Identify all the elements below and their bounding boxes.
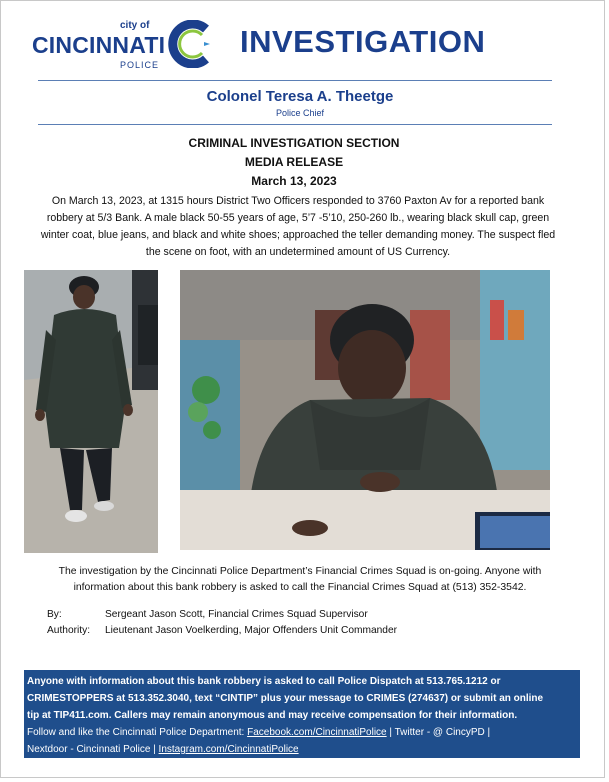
by-label: By: [47, 609, 62, 620]
cincinnati-police-logo [30, 18, 210, 72]
facebook-link[interactable]: Facebook.com/CincinnatiPolice [247, 727, 387, 738]
followup-line: information about this bank robbery is asked to call the Financial Crimes Squad at (513) 352-3542. [73, 582, 527, 593]
paragraph-line: On March 13, 2023, at 1315 hours District Two Officers responded to 3760 Paxton Av for a reported bank [51, 195, 545, 207]
authority-value: Lieutenant Jason Voelkerding, Major Offenders Unit Commander [105, 625, 398, 636]
logo-name-text: CINCINNATI [32, 32, 166, 58]
logo-police-text: POLICE [120, 60, 160, 70]
chief-title: Police Chief [275, 108, 325, 118]
followup-line: The investigation by the Cincinnati Police Department’s Financial Crimes Squad is on-going. Anyone with [58, 566, 542, 577]
section-title: CRIMINAL INVESTIGATION SECTION [188, 136, 400, 150]
authority-label: Authority: [47, 625, 91, 636]
release-date: March 13, 2023 [251, 174, 337, 188]
twitter-text: | Twitter - @ CincyPD | [386, 727, 491, 738]
tip-line-banner [24, 670, 580, 758]
banner-line: tip at TIP411.com. Callers may remain anonymous and may receive compensation for their information. [27, 710, 518, 721]
incident-paragraph [28, 193, 568, 261]
investigation-headline: INVESTIGATION [240, 24, 486, 59]
suspect-full-body-image [24, 270, 158, 553]
follow-prefix: Follow and like the Cincinnati Police Department: [27, 727, 248, 738]
social-line-2 [27, 741, 575, 758]
suspect-full-body-photo [24, 270, 158, 553]
top-divider [38, 80, 552, 81]
paragraph-line: the scene on foot, with an undetermined amount of US Currency. [145, 246, 451, 258]
investigation-followup [40, 564, 560, 596]
suspect-counter-photo [180, 270, 550, 550]
paragraph-line: robbery at 5/3 Bank. A male black 50-55 years of age, 5’7 -5’10, 250-260 lb., wearing black skull cap, green [46, 212, 550, 224]
social-line [27, 724, 575, 741]
banner-line: Anyone with information about this bank robbery is asked to call Police Dispatch at 513.765.1212 or [27, 676, 501, 687]
chief-divider [38, 124, 552, 125]
logo-city-text: city of [120, 20, 150, 31]
release-type: MEDIA RELEASE [244, 155, 344, 169]
suspect-counter-image [180, 270, 550, 550]
chief-name: Colonel Teresa A. Theetge [206, 88, 394, 105]
banner-line: CRIMESTOPPERS at 513.352.3040, text “CINTIP” plus your message to CRIMES (274637) or submit an online [27, 693, 544, 704]
instagram-link[interactable]: Instagram.com/CincinnatiPolice [158, 744, 299, 755]
logo-c-icon [168, 20, 212, 68]
nextdoor-text: Nextdoor - Cincinnati Police | [27, 744, 159, 755]
paragraph-line: winter coat, blue jeans, and black and white shoes; approached the teller demanding money. The suspect fled [40, 229, 556, 241]
by-value: Sergeant Jason Scott, Financial Crimes Squad Supervisor [105, 609, 368, 620]
